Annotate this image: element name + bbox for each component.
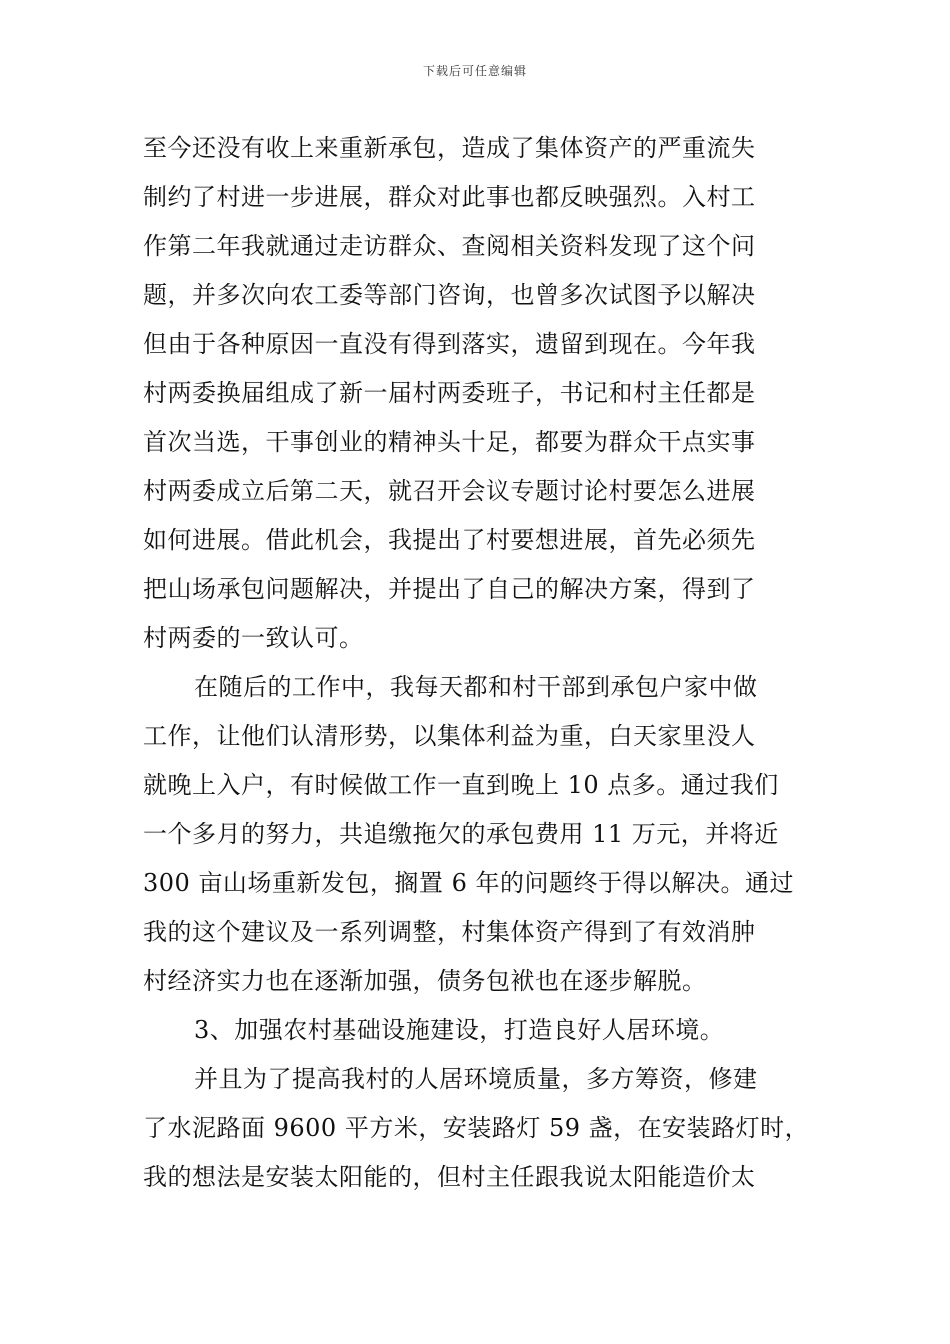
text-line: 作第二年我就通过走访群众、查阅相关资料发现了这个问 — [143, 232, 756, 260]
text-line: 村经济实力也在逐渐加强，债务包袱也在逐步解脱。 — [143, 967, 707, 995]
text-line: 题，并多次向农工委等部门咨询，也曾多次试图予以解决 — [143, 281, 756, 309]
page-header: 下载后可任意编辑 — [422, 64, 527, 78]
text-line: 就晚上入户，有时候做工作一直到晚上 10 点多。通过我们 — [143, 771, 779, 799]
text-line: 一个多月的努力，共追缴拖欠的承包费用 11 万元，并将近 — [143, 820, 779, 848]
paragraph-start-line: 在随后的工作中，我每天都和村干部到承包户家中做 — [194, 673, 758, 701]
text-line: 但由于各种原因一直没有得到落实，遗留到现在。今年我 — [143, 330, 756, 358]
text-line: 我的想法是安装太阳能的，但村主任跟我说太阳能造价太 — [143, 1163, 756, 1191]
document-body — [143, 124, 809, 1202]
text-line: 300 亩山场重新发包，搁置 6 年的问题终于得以解决。通过 — [143, 869, 794, 897]
text-line: 制约了村进一步进展，群众对此事也都反映强烈。入村工 — [143, 183, 756, 211]
text-line: 村两委的一致认可。 — [143, 624, 364, 652]
text-line: 我的这个建议及一系列调整，村集体资产得到了有效消肿 — [143, 918, 756, 946]
text-line: 村两委成立后第二天，就召开会议专题讨论村要怎么进展 — [143, 477, 756, 505]
paragraph-start-line: 并且为了提高我村的人居环境质量，多方筹资，修建 — [194, 1065, 758, 1093]
text-line: 至今还没有收上来重新承包，造成了集体资产的严重流失 — [143, 134, 756, 162]
text-line: 首次当选，干事创业的精神头十足，都要为群众干点实事 — [143, 428, 756, 456]
text-line: 了水泥路面 9600 平方米，安装路灯 59 盏，在安装路灯时， — [143, 1114, 810, 1142]
section-heading-line: 3、加强农村基础设施建设，打造良好人居环境。 — [194, 1016, 725, 1044]
text-line: 把山场承包问题解决，并提出了自己的解决方案，得到了 — [143, 575, 756, 603]
text-line: 村两委换届组成了新一届村两委班子，书记和村主任都是 — [143, 379, 756, 407]
text-line: 如何进展。借此机会，我提出了村要想进展，首先必须先 — [143, 526, 756, 554]
text-line: 工作，让他们认清形势，以集体利益为重，白天家里没人 — [143, 722, 756, 750]
